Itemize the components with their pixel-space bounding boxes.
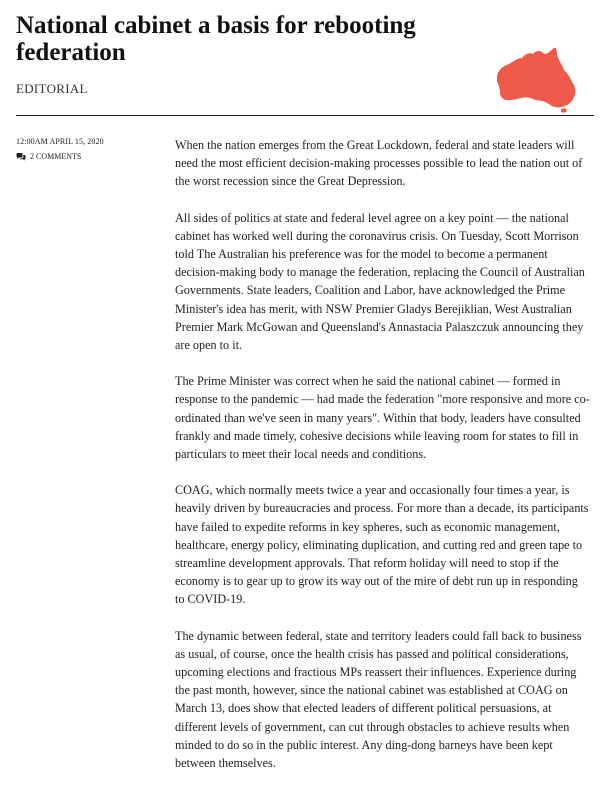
comments-link[interactable] <box>16 152 156 161</box>
article-title: National cabinet a basis for rebooting federation <box>16 12 416 66</box>
comments-icon <box>16 153 26 161</box>
header-divider <box>16 115 594 116</box>
article-body <box>175 136 590 790</box>
paragraph: When the nation emerges from the Great Lockdown, federal and state leaders will need the most efficient decision-making processes possible to lead the nation out of the worst recession since the Great Depression. <box>175 138 583 189</box>
paragraph: All sides of politics at state and federal level agree on a key point — the national cabinet has worked well during the coronavirus crisis. On Tuesday, Scott Morrison told The Australian his preference was for the model to become a permanent decision-making body to manage the federation, replacing the Council of Australian Governments. State leaders, Coalition and Labor, have acknowledged the Prime Minister's idea has merit, with NSW Premier Gladys Berejiklian, West Australian Premier Mark McGowan and Queensland's Annastacia Palaszczuk announcing they are open to it. <box>175 210 585 353</box>
paragraph: COAG, which normally meets twice a year and occasionally four times a year, is heavily driven by bureaucracies and process. For more than a decade, its participants have failed to expedite reforms in key spheres, such as economic management, healthcare, energy policy, eliminating duplication, and cutting red and green tape to streamline development approvals. That reform holiday will need to stop if the economy is to gear up to grow its way out of the mire of debt run up in responding to COVID-19. <box>175 483 589 607</box>
article-meta <box>16 137 156 161</box>
paragraph: The Prime Minister was correct when he said the national cabinet — formed in response to the pandemic — had made the federation "more responsive and more co-ordinated than we've seen in many years". Within that body, leaders have consulted frankly and made timely, cohesive decisions while leaving room for states to fill in particulars to meet their local needs and conditions. <box>175 374 590 462</box>
comments-count[interactable]: 2 COMMENTS <box>30 152 82 161</box>
article-category[interactable]: EDITORIAL <box>16 81 88 96</box>
article-date: 12:00AM APRIL 15, 2020 <box>16 137 104 146</box>
paragraph: The dynamic between federal, state and territory leaders could fall back to business as usual, of course, once the health crisis has passed and political considerations, upcoming elections and fractious MPs reassert their influences. Experience during the past month, however, since the national cabinet was established at COAG on March 13, does show that elected leaders of different political persuasions, at different levels of government, can cut through obstacles to achieve results when minded to do so in the public interest. Any ding-dong barneys have been kept between themselves. <box>175 628 582 771</box>
australia-map-icon <box>495 46 579 114</box>
